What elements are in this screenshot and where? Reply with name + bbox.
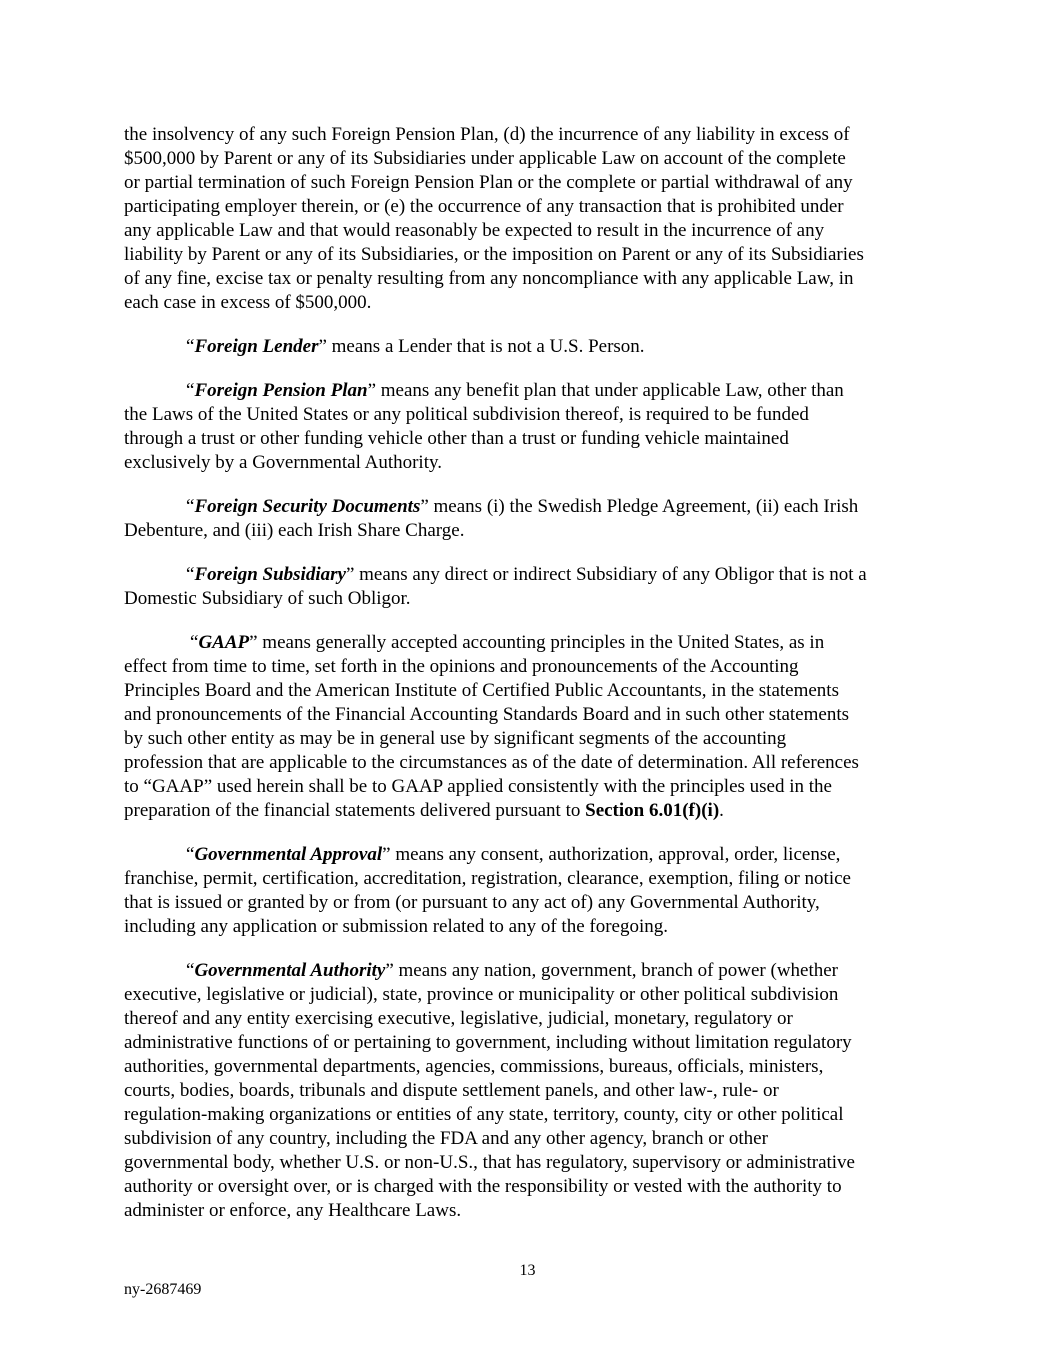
defined-term: Governmental Authority	[194, 960, 386, 981]
definition-text: ” means generally accepted accounting principles in the United States, as in effect from time to time, set forth in the opinions and pronouncements of the Accounting Principles Board and the American Institute of Certified Public Accountants, in the statements and pronouncements of the Financial Accounting Standards Board and in such other statements by such other entity as may be in general use by significant segments of the accounting profession that are applicable to the circumstances as of the date of determination. All references to “GAAP” used herein shall be to GAAP applied consistently with the principles used in the preparation of the financial statements delivered pursuant to	[124, 632, 859, 821]
section-reference: Section 6.01(f)(i)	[585, 800, 720, 821]
defined-term: Foreign Pension Plan	[194, 380, 368, 401]
document-id: ny-2687469	[124, 1281, 202, 1298]
open-quote: “	[186, 960, 195, 981]
open-quote: “	[186, 496, 195, 517]
definition-foreign-subsidiary	[124, 563, 934, 611]
definition-text: ” means any consent, authorization, approval, order, license, franchise, permit, certification, accreditation, registration, clearance, exemption, filing or notice that is issued or granted by or from (or pursuant to any act of) any Governmental Authority, including any application or submission related to any of the foregoing.	[124, 844, 851, 937]
defined-term: Governmental Approval	[194, 844, 383, 865]
definition-foreign-lender	[124, 335, 934, 359]
open-quote: “	[190, 632, 199, 653]
definition-text: ” means (i) the Swedish Pledge Agreement, (ii) each Irish Debenture, and (iii) each Irish Share Charge.	[124, 496, 859, 541]
defined-term: Foreign Security Documents	[194, 496, 421, 517]
definition-governmental-authority	[124, 959, 934, 1223]
definition-foreign-pension-plan	[124, 379, 934, 475]
definition-text: ” means any benefit plan that under applicable Law, other than the Laws of the United States or any political subdivision thereof, is required to be funded through a trust or other funding vehicle other than a trust or funding vehicle maintained exclusively by a Governmental Authority.	[124, 380, 844, 473]
open-quote: “	[186, 336, 195, 357]
definition-gaap	[124, 631, 934, 823]
page-number: 13	[519, 1262, 536, 1279]
document-body	[124, 123, 934, 1243]
open-quote: “	[186, 564, 195, 585]
open-quote: “	[186, 844, 195, 865]
definition-end: .	[719, 800, 724, 821]
definition-governmental-approval	[124, 843, 934, 939]
defined-term: GAAP	[198, 632, 250, 653]
paragraph-continuation	[124, 123, 934, 315]
defined-term: Foreign Lender	[194, 336, 319, 357]
paragraph-text: the insolvency of any such Foreign Pension Plan, (d) the incurrence of any liability in excess of $500,000 by Parent or any of its Subsidiaries under applicable Law on account of the complete or partial termination of such Foreign Pension Plan or the complete or partial withdrawal of any participating employer therein, or (e) the occurrence of any transaction that is prohibited under any applicable Law and that would reasonably be expected to result in the incurrence of any liability by Parent or any of its Subsidiaries, or the imposition on Parent or any of its Subsidiaries of any fine, excise tax or penalty resulting from any noncompliance with any applicable Law, in each case in excess of $500,000.	[124, 124, 864, 313]
definition-foreign-security-documents	[124, 495, 934, 543]
open-quote: “	[186, 380, 195, 401]
definition-text: ” means any nation, government, branch of power (whether executive, legislative or judicial), state, province or municipality or other political subdivision thereof and any entity exercising executive, legislative, judicial, monetary, regulatory or administrative functions of or pertaining to government, including without limitation regulatory authorities, governmental departments, agencies, commissions, bureaus, officials, ministers, courts, bodies, boards, tribunals and dispute settlement panels, and other law-, rule- or regulation-making organizations or entities of any state, territory, county, city or other political subdivision of any country, including the FDA and any other agency, branch or other governmental body, whether U.S. or non-U.S., that has regulatory, supervisory or administrative authority or oversight over, or is charged with the responsibility or vested with the authority to administer or enforce, any Healthcare Laws.	[124, 960, 855, 1221]
definition-text: ” means any direct or indirect Subsidiary of any Obligor that is not a Domestic Subsidiary of such Obligor.	[124, 564, 867, 609]
definition-text: ” means a Lender that is not a U.S. Person.	[318, 336, 645, 357]
defined-term: Foreign Subsidiary	[194, 564, 346, 585]
